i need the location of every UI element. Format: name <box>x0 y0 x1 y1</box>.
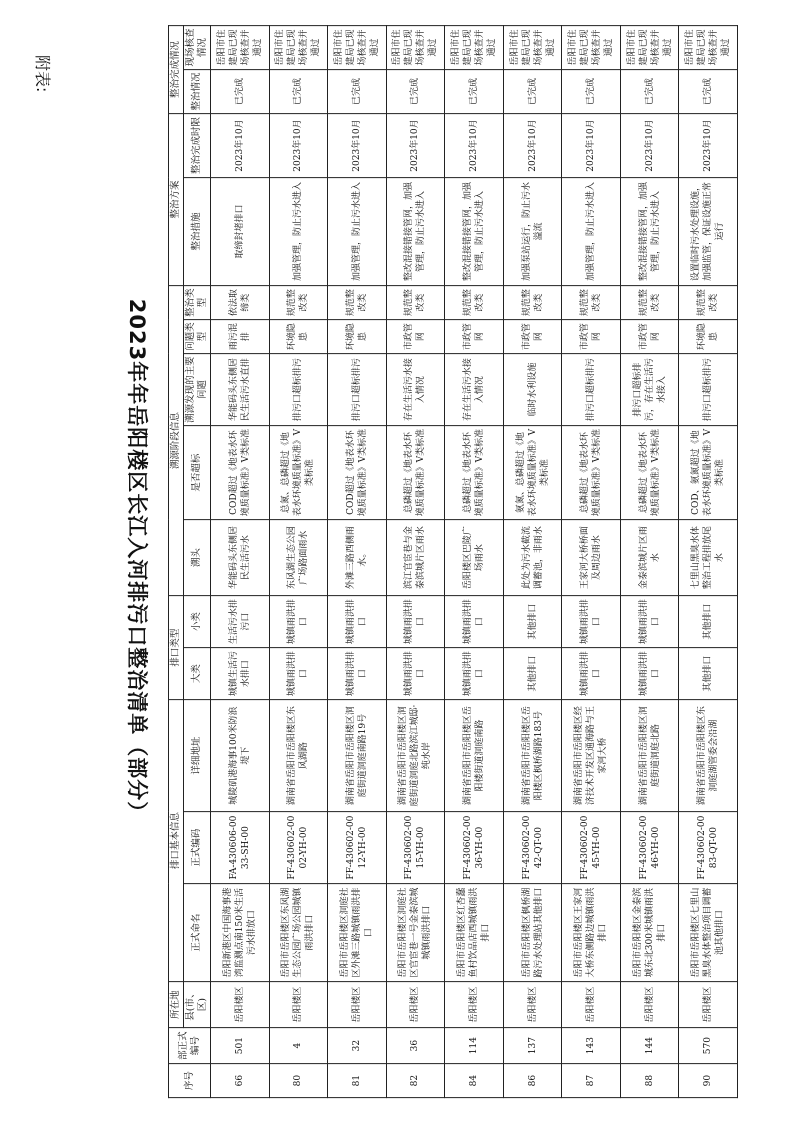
cell-ptype: 市政管网 <box>562 320 621 354</box>
cell-exceed: 总磷超过《地表水环境质量标准》V类标准 <box>386 426 445 520</box>
cell-name: 岳阳市岳阳楼区洞庭社区官宦巷一号金泰滨城城镇雨洪排口 <box>386 884 445 982</box>
cell-name: 岳阳市岳阳楼区洞庭社区外滩三路城镇雨洪排口 <box>328 884 387 982</box>
cell-ptype: 市政管网 <box>386 320 445 354</box>
table-row <box>211 26 270 1098</box>
cell-county: 岳阳楼区 <box>386 982 445 1028</box>
cell-status: 已完成 <box>386 70 445 114</box>
cell-code: FF-430602-0083-QT-00 <box>679 812 738 884</box>
cell-name: 岳阳市岳阳楼区枫桥湖路污水处理站其他排口 <box>503 884 562 982</box>
cell-problem: 排污口超标排污 <box>269 354 328 426</box>
col-rect-status: 整治情况 <box>184 70 211 114</box>
cell-verify: 岳阳市住建局已现场核查并通过 <box>211 26 270 70</box>
cell-deadline: 2023年10月 <box>562 114 621 178</box>
cell-problem: 存在生活污水接入情况 <box>445 354 504 426</box>
annex-label: 附表: <box>33 55 52 93</box>
cell-address: 湖南省岳阳市岳阳楼区洞庭街道洞庭南路19号 <box>328 700 387 812</box>
cell-county: 岳阳楼区 <box>211 982 270 1028</box>
cell-exceed: 总磷超过《地表水环境质量标准》V类标准 <box>445 426 504 520</box>
cell-minor: 其他排口 <box>503 596 562 648</box>
cell-rtype: 规范整改类 <box>445 286 504 320</box>
col-rect-type: 整治类型 <box>184 286 211 320</box>
cell-major: 城镇雨洪排口 <box>328 648 387 700</box>
cell-status: 已完成 <box>620 70 679 114</box>
cell-problem: 临时水利设施 <box>503 354 562 426</box>
col-verify: 现场核查情况 <box>184 26 211 70</box>
cell-seq: 87 <box>562 1064 621 1098</box>
table-row <box>620 26 679 1098</box>
cell-county: 岳阳楼区 <box>679 982 738 1028</box>
cell-major: 城镇雨洪排口 <box>562 648 621 700</box>
cell-code: FA-430606-0033-SH-00 <box>211 812 270 884</box>
cell-ptype: 环境隐患 <box>679 320 738 354</box>
cell-verify: 岳阳市住建局已现场核查并通过 <box>445 26 504 70</box>
cell-name: 岳阳市岳阳楼区红杏蠢鱼村饮品店西城镇雨洪排口 <box>445 884 504 982</box>
cell-exceed: COD超过《地表水环境质量标准》V类标准 <box>328 426 387 520</box>
table-row <box>269 26 328 1098</box>
col-location: 所在地 <box>169 982 184 1028</box>
cell-code: FF-430602-0015-YH-00 <box>386 812 445 884</box>
cell-code: FF-430602-0002-YH-00 <box>269 812 328 884</box>
cell-verify: 岳阳市住建局已现场核查并通过 <box>503 26 562 70</box>
cell-major: 城镇雨洪排口 <box>445 648 504 700</box>
cell-source: 此处为污水截流调蓄池，非雨水 <box>503 520 562 596</box>
cell-source: 岳阳楼区巴陵广场雨水 <box>445 520 504 596</box>
cell-deadline: 2023年10月 <box>328 114 387 178</box>
cell-deadline: 2023年10月 <box>386 114 445 178</box>
col-official-code: 正式编码 <box>184 812 211 884</box>
col-problem-type: 问题类型 <box>184 320 211 354</box>
cell-exceed: 总氮、总磷超过《地表水环境质量标准》V类标准 <box>269 426 328 520</box>
cell-county: 岳阳楼区 <box>445 982 504 1028</box>
cell-minor: 城镇雨洪排口 <box>445 596 504 648</box>
cell-county: 岳阳楼区 <box>328 982 387 1028</box>
cell-major: 城镇雨洪排口 <box>620 648 679 700</box>
cell-source: 滨江官宦巷与金泰滨城片区雨水 <box>386 520 445 596</box>
cell-status: 已完成 <box>562 70 621 114</box>
cell-no: 114 <box>445 1028 504 1064</box>
cell-problem: 排污口超标排污 <box>562 354 621 426</box>
col-trace-info: 溯源阶段信息 <box>169 286 184 596</box>
cell-deadline: 2023年10月 <box>503 114 562 178</box>
cell-status: 已完成 <box>328 70 387 114</box>
cell-exceed: COD超过《地表水环境质量标准》V类标准 <box>211 426 270 520</box>
table-row <box>679 26 738 1098</box>
cell-source: 外滩三路西侧雨水。 <box>328 520 387 596</box>
cell-problem: 排污口超标排污 <box>679 354 738 426</box>
cell-ptype: 环境隐患 <box>328 320 387 354</box>
cell-rtype: 规范整改类 <box>679 286 738 320</box>
cell-rtype: 规范整改类 <box>328 286 387 320</box>
cell-major: 城镇雨洪排口 <box>269 648 328 700</box>
cell-verify: 岳阳市住建局已现场核查并通过 <box>679 26 738 70</box>
cell-address: 湖南省岳阳市岳阳楼区岳阳楼区枫桥湖路183号 <box>503 700 562 812</box>
cell-rtype: 规范整改类 <box>269 286 328 320</box>
table-row <box>445 26 504 1098</box>
col-measure: 整治措施 <box>184 178 211 286</box>
col-minor: 小类 <box>184 596 211 648</box>
cell-exceed: 氨氮、总磷超过《地表水环境质量标准》V类标准 <box>503 426 562 520</box>
cell-no: 501 <box>211 1028 270 1064</box>
cell-measure: 取缔封堵排口 <box>211 178 270 286</box>
cell-ptype: 市政管网 <box>620 320 679 354</box>
cell-address: 湖南省岳阳市岳阳楼区洞庭街道洞庭北路 <box>620 700 679 812</box>
cell-ptype: 环境隐患 <box>269 320 328 354</box>
cell-name: 岳阳新港区中国海事港湾监测点南150米生活污水排放口 <box>211 884 270 982</box>
cell-name: 岳阳市岳阳楼区金泰滨城东北300米城镇雨洪排口 <box>620 884 679 982</box>
cell-rtype: 规范整改类 <box>503 286 562 320</box>
col-dept-no: 部正式编号 <box>169 1028 211 1064</box>
col-deadline: 整治完成时限 <box>184 114 211 178</box>
cell-minor: 城镇雨洪排口 <box>386 596 445 648</box>
cell-measure: 加强泵站运行，防止污水溢流 <box>503 178 562 286</box>
cell-county: 岳阳楼区 <box>620 982 679 1028</box>
cell-county: 岳阳楼区 <box>562 982 621 1028</box>
table-header <box>169 26 211 1098</box>
cell-no: 36 <box>386 1028 445 1064</box>
cell-measure: 加强管理，防止污水进入 <box>328 178 387 286</box>
cell-status: 已完成 <box>503 70 562 114</box>
cell-code: FF-430602-0046-YH-00 <box>620 812 679 884</box>
cell-exceed: COD、氨氮超过《地表水环境质量标准》V类标准 <box>679 426 738 520</box>
rectification-table <box>168 25 738 1098</box>
cell-exceed: 总磷超过《地表水环境质量标准》V类标准 <box>562 426 621 520</box>
cell-verify: 岳阳市住建局已现场核查并通过 <box>328 26 387 70</box>
cell-code: FF-430602-0042-QT-00 <box>503 812 562 884</box>
table-row <box>503 26 562 1098</box>
document-title: 2023年年岳阳楼区长江入河排污口整治清单（部分） <box>125 298 149 824</box>
col-major: 大类 <box>184 648 211 700</box>
cell-address: 湖南省岳阳市岳阳楼区东洞庭湖管委会沿湖 <box>679 700 738 812</box>
cell-verify: 岳阳市住建局已现场核查并通过 <box>620 26 679 70</box>
col-basic-info: 排口基本信息 <box>169 700 184 982</box>
cell-deadline: 2023年10月 <box>679 114 738 178</box>
cell-source: 七里山黑臭水体整治工程排放尾水 <box>679 520 738 596</box>
cell-seq: 84 <box>445 1064 504 1098</box>
col-seq: 序号 <box>169 1064 211 1098</box>
cell-problem: 存在生活污水接入情况 <box>386 354 445 426</box>
col-status: 整治完成情况 <box>169 26 184 114</box>
table-row <box>386 26 445 1098</box>
cell-rtype: 规范整改类 <box>386 286 445 320</box>
table-row <box>328 26 387 1098</box>
cell-deadline: 2023年10月 <box>211 114 270 178</box>
col-county: 县(市、区) <box>184 982 211 1028</box>
cell-measure: 加强管理，防止污水进入 <box>269 178 328 286</box>
cell-name: 岳阳市岳阳楼区七里山黑臭水体整治项目调蓄池其他排口 <box>679 884 738 982</box>
col-problem: 溯源发现的主要问题 <box>184 354 211 426</box>
cell-source: 金泰滨城片区雨水 <box>620 520 679 596</box>
cell-major: 城镇雨洪排口 <box>386 648 445 700</box>
cell-measure: 加强管理，防止污水进入 <box>562 178 621 286</box>
cell-county: 岳阳楼区 <box>503 982 562 1028</box>
cell-source: 华能码头东侧居民生活污水 <box>211 520 270 596</box>
cell-deadline: 2023年10月 <box>445 114 504 178</box>
cell-minor: 城镇雨洪排口 <box>269 596 328 648</box>
cell-seq: 82 <box>386 1064 445 1098</box>
cell-measure: 整改混接错接管网，加强管理，防止污水进入 <box>386 178 445 286</box>
cell-verify: 岳阳市住建局已现场核查并通过 <box>562 26 621 70</box>
cell-county: 岳阳楼区 <box>269 982 328 1028</box>
cell-seq: 66 <box>211 1064 270 1098</box>
cell-source: 东风湖生态公园广场路面雨水 <box>269 520 328 596</box>
cell-rtype: 规范整改类 <box>620 286 679 320</box>
cell-measure: 整改混接错接管网，加强管理，防止污水进入 <box>445 178 504 286</box>
cell-major: 其他排口 <box>679 648 738 700</box>
cell-major: 城镇生活污水排口 <box>211 648 270 700</box>
cell-address: 湖南省岳阳市岳阳楼区洞庭街道洞庭北路滨江城邸·纯水岸 <box>386 700 445 812</box>
table-row <box>562 26 621 1098</box>
cell-measure: 整改混接错接管网，加强管理，防止污水进入 <box>620 178 679 286</box>
cell-seq: 88 <box>620 1064 679 1098</box>
cell-ptype: 雨污混排 <box>211 320 270 354</box>
cell-no: 4 <box>269 1028 328 1064</box>
cell-exceed: 总磷超过《地表水环境质量标准》V类标准 <box>620 426 679 520</box>
cell-rtype: 规范整改类 <box>562 286 621 320</box>
cell-measure: 设置临时污水处理设施，加强监管，保证设施正常运行 <box>679 178 738 286</box>
cell-status: 已完成 <box>211 70 270 114</box>
cell-status: 已完成 <box>445 70 504 114</box>
cell-ptype: 市政管网 <box>503 320 562 354</box>
cell-no: 32 <box>328 1028 387 1064</box>
cell-seq: 86 <box>503 1064 562 1098</box>
cell-problem: 华能码头东侧居民生活污水直排 <box>211 354 270 426</box>
cell-seq: 81 <box>328 1064 387 1098</box>
col-exceed: 是否超标 <box>184 426 211 520</box>
cell-verify: 岳阳市住建局已现场核查并通过 <box>269 26 328 70</box>
cell-major: 其他排口 <box>503 648 562 700</box>
cell-minor: 城镇雨洪排口 <box>620 596 679 648</box>
cell-code: FF-430602-0036-YH-00 <box>445 812 504 884</box>
cell-code: FF-430602-0045-YH-00 <box>562 812 621 884</box>
cell-address: 湖南省岳阳市岳阳楼区东风湖路 <box>269 700 328 812</box>
cell-no: 144 <box>620 1028 679 1064</box>
cell-minor: 城镇雨洪排口 <box>328 596 387 648</box>
cell-ptype: 市政管网 <box>445 320 504 354</box>
cell-minor: 城镇雨洪排口 <box>562 596 621 648</box>
cell-address: 湖南省岳阳市岳阳楼区经济技术开发区通海路与王家河大桥 <box>562 700 621 812</box>
col-outlet-type: 排口类型 <box>169 596 184 700</box>
col-address: 详细地址 <box>184 700 211 812</box>
cell-status: 已完成 <box>269 70 328 114</box>
cell-minor: 生活污水排污口 <box>211 596 270 648</box>
cell-code: FF-430602-0012-YH-00 <box>328 812 387 884</box>
col-source: 溯头 <box>184 520 211 596</box>
col-official-name: 正式命名 <box>184 884 211 982</box>
col-plan: 整治方案 <box>169 114 184 286</box>
cell-address: 湖南省岳阳市岳阳楼区岳阳楼街道洞庭南路 <box>445 700 504 812</box>
table-body <box>211 26 738 1098</box>
cell-name: 岳阳市岳阳楼区王家河大桥东侧路边城镇雨洪排口 <box>562 884 621 982</box>
cell-problem: 排污口超标排污，存在生活污水接入 <box>620 354 679 426</box>
cell-status: 已完成 <box>679 70 738 114</box>
cell-no: 143 <box>562 1028 621 1064</box>
cell-seq: 80 <box>269 1064 328 1098</box>
cell-seq: 90 <box>679 1064 738 1098</box>
cell-deadline: 2023年10月 <box>620 114 679 178</box>
cell-no: 137 <box>503 1028 562 1064</box>
cell-source: 王家河大桥桥面及周边雨水 <box>562 520 621 596</box>
cell-problem: 排污口超标排污 <box>328 354 387 426</box>
cell-deadline: 2023年10月 <box>269 114 328 178</box>
cell-minor: 其他排口 <box>679 596 738 648</box>
cell-address: 城陵矶港海事100米防浪堤下 <box>211 700 270 812</box>
cell-name: 岳阳市岳阳楼区东风湖生态公园广场公园城镇雨洪排口 <box>269 884 328 982</box>
cell-no: 570 <box>679 1028 738 1064</box>
cell-rtype: 依法取缔类 <box>211 286 270 320</box>
cell-verify: 岳阳市住建局已现场核查并通过 <box>386 26 445 70</box>
